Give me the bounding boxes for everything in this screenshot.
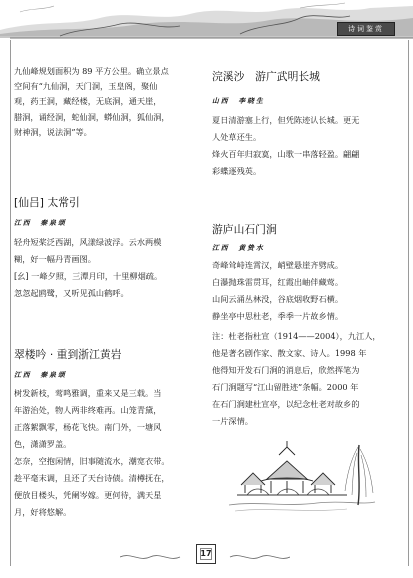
poem-author: 江西 秦泉颂 <box>14 371 67 379</box>
poem-line: 夏日清游塞上行，但凭陈迹认长城。更无 <box>212 115 360 125</box>
poem-line: 白瀑抛珠雷贯耳，红霞出岫伴藏莺。 <box>212 277 344 287</box>
intro-line: 观，药王洞，藏经楼，无底洞，通天崖， <box>14 96 162 107</box>
poem-line: 人处草还生。 <box>212 132 262 142</box>
note-line: 石门涧题写“江山留胜迹”条幅。2000 年 <box>212 382 359 392</box>
poem-line: 烽火百年归寂寞，山歌一串落轻盈。翩翩 <box>212 149 360 159</box>
poem-line: 忽忽起鸥鹭，又听见孤山鹤呼。 <box>14 288 129 298</box>
poem-line: 趁平毫末调，且还了天台诗债。清樽抚在， <box>14 473 170 483</box>
note-line: 他是著名剧作家、散文家、诗人。1998 年 <box>212 348 367 358</box>
note-line: 注：杜老指杜宣（1914——2004），九江人， <box>212 331 381 341</box>
pavilion-illustration <box>227 435 377 515</box>
note-line: 他得知开发石门涧的消息后，欣然挥笔为 <box>212 365 360 375</box>
poem-line: 便放目楼头，凭阑岑嫁。更何待，满天星 <box>14 490 162 500</box>
poem-line: 树发新枝，莺鸣雅调，重来又是三载。当 <box>14 388 162 398</box>
header-banner <box>0 0 413 40</box>
poem-line: 轻舟短桨泛西湖，风漾绿波浮。云水两模 <box>14 237 162 247</box>
poem-title: 游庐山石门涧 <box>212 223 277 236</box>
page-frame-left <box>10 36 11 566</box>
poem-line: 奇峰耸峙连霄汉，峭壁悬崖齐劈成。 <box>212 260 344 270</box>
poem-line: 色，潇潇罗盖。 <box>14 439 72 449</box>
poem-block <box>212 223 402 430</box>
poem-author: 山西 李晓生 <box>212 97 265 105</box>
intro-paragraph <box>14 64 201 140</box>
intro-line: 空间有“九仙洞，天门洞，玉皇阁，聚仙 <box>14 81 158 92</box>
poem-author: 江西 黄贽水 <box>212 244 265 252</box>
poem-line: [幺] 一峰夕照，三潭月印，十里柳烟疏。 <box>14 271 163 281</box>
poem-line: 彩蝶逐残英。 <box>212 166 262 176</box>
poem-line: 怎奈，空抱闲情，旧事随流水，潮宽衣带。 <box>14 456 170 466</box>
poem-note <box>212 328 402 430</box>
poem-title: 翠楼吟 · 重到浙江黄岩 <box>14 348 122 361</box>
poem-title: 浣溪沙 游广武明长城 <box>212 70 320 83</box>
poem-line: 年游治处，物人两非终难再。山笼青黛， <box>14 405 162 415</box>
poem-line: 山间云涌丛林没，谷底烟收野石横。 <box>212 294 344 304</box>
poem-line: 静坐亭中思杜老，季季一片故乡情。 <box>212 311 344 321</box>
poem-line: 正落絮飘零，杨花飞快。南门外，一塘风 <box>14 422 162 432</box>
poem-line: 糊，好一幅丹青画图。 <box>14 254 96 264</box>
poem-line: 月，好将悠解。 <box>14 507 72 517</box>
note-line: 一片深情。 <box>212 416 253 426</box>
intro-line: 九仙峰规划面积为 89 平方公里。确立景点 <box>14 66 169 76</box>
poem-block <box>14 196 201 302</box>
poem-author: 江西 秦泉颂 <box>14 219 67 227</box>
section-label: 诗词鉴赏 <box>337 22 395 36</box>
note-line: 在石门涧建杜宣亭，以纪念杜老对故乡的 <box>212 399 360 409</box>
page-number: 17 <box>196 544 216 564</box>
intro-line: 腊洞，诵经洞，蛇仙洞，蟒仙洞，狐仙洞， <box>14 111 170 122</box>
intro-line: 财神洞，说法洞”等。 <box>14 126 92 137</box>
poem-title: [仙吕] 太常引 <box>14 196 80 209</box>
page-frame-right <box>408 36 409 566</box>
poem-block <box>14 348 201 521</box>
poem-block <box>212 70 402 180</box>
